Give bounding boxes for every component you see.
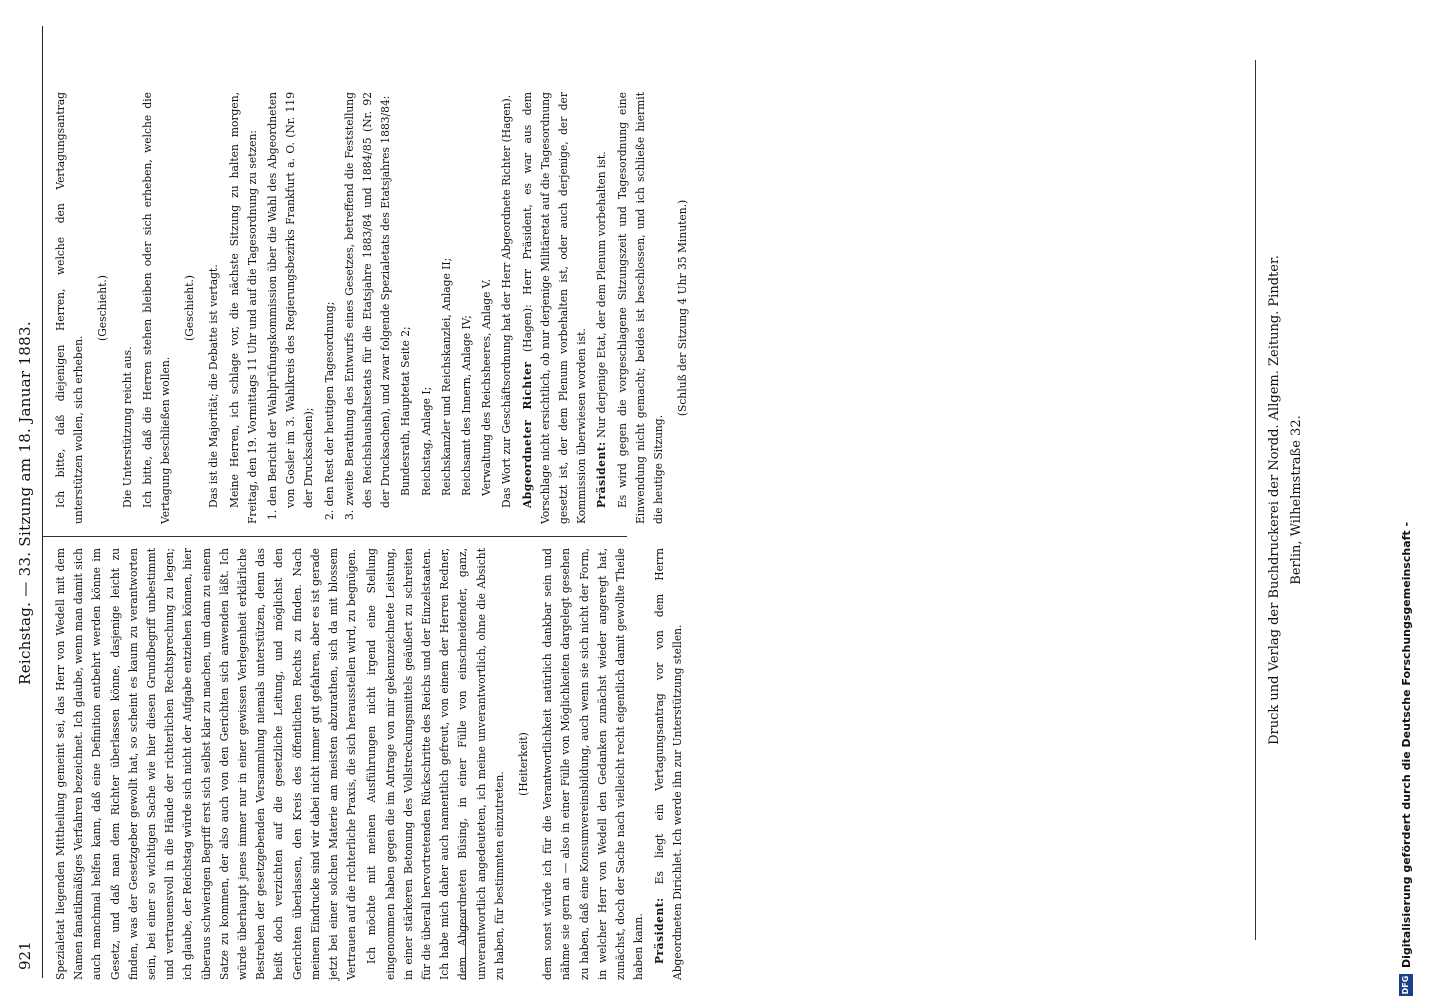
- interjection: (Geschieht.): [96, 275, 110, 341]
- page-header: [10, 28, 40, 978]
- speech-text: Nur derjenige Etat, der dem Plenum vorbehalten ist.: [595, 151, 609, 438]
- paragraph: Spezialetat liegenden Mittheilung gemeint sei, das Herr von Wedell mit dem Namen fanatikmäßiges Verfahren bezeichnet. Ich glaube, wenn man damit sich auch manchmal helfen kann, daß eine Definition entbehrt werden könne im Gesetz, und daß man dem Richter überlassen könne, dasjenige leicht zu finden, was der Gesetzgeber gewollt hat, so scheint es kaum zu verantworten sein, bei einer so wichtigen Sache wie hier diesen Grundbegriff unbestimmt und vertrauensvoll in die Hände der richterlichen Rechtsprechung zu legen; ich glaube, der Reichstag würde sich nicht der Aufgabe entziehen können, hier überaus schwierigen Begriff erst sich selbst klar zu machen, um dann zu einem Satze zu kommen, der also auch von den Gerichten sich anwenden läßt. Ich würde überhaupt jenes immer nur in einer gewissen Verlegenheit erklärliche Bestreben der gesetzgebenden Versammlung niemals unterstützen, denn das heißt doch verzichten auf die gesetzliche Leitung, und möglichst den Gerichten überlassen, den Kreis des öffentlichen Rechts zu finden. Nach meinem Eindrucke sind wir dabei nicht immer gut gefahren, aber es ist gerade jetzt bei einer solchen Materie am meisten abzurathen, sich da mit blossem Vertrauen auf die richterliche Praxis, die sich herausstellen wird, zu begnügen.: [54, 548, 359, 980]
- paragraph: Ich bitte, daß diejenigen Herren, welche den Vertagungsantrag unterstützen wollen, sich erheben.: [54, 92, 86, 524]
- dfg-logo-icon: DFG: [1399, 974, 1413, 996]
- imprint-line: Berlin, Wilhelmstraße 32.: [1289, 415, 1304, 585]
- agenda-subitem: Reichstag, Anlage I;: [419, 386, 433, 496]
- printer-imprint: [1255, 60, 1350, 940]
- speech-richter: [519, 92, 592, 524]
- paragraph: dem sonst würde ich für die Verantwortlichkeit natürlich dankbar sein und nähme sie gern an — also in einer Fülle von Möglichkeiten dargelegt gesehen zu haben, daß eine Konsumvereinsbildung, auch wenn sie sich nicht der Form, in welcher Herr von Wedell den Gedanken zunächst wieder angeregt hat, zunächst, doch der Sache nach vielleicht recht eigentlich damit gewollte Theile haben kann.: [541, 548, 646, 980]
- left-column: [52, 548, 689, 980]
- paragraph: Es wird gegen die vorgeschlagene Sitzungszeit und Tagesordnung eine Einwendung nicht gemacht; beides ist beschlossen, und ich schließe hiermit die heutige Sitzung.: [615, 92, 666, 524]
- agenda-subitem: Reichskanzler und Reichskanzlei, Anlage II;: [439, 257, 453, 496]
- imprint-line: Druck und Verlag der Buchdruckerei der Nordd. Allgem. Zeitung. Pindter.: [1267, 255, 1282, 745]
- paragraph: Meine Herren, ich schlage vor, die nächste Sitzung zu halten morgen, Freitag, den 19. Vormittags 11 Uhr und auf die Tagesordnung zu setzen:: [227, 92, 259, 524]
- interjection: (Heiterkeit): [517, 732, 531, 796]
- speaker-label: Präsident:: [595, 441, 609, 508]
- paragraph: Ich bitte, daß die Herren stehen bleiben oder sich erheben, welche die Vertagung beschließen wollen.: [140, 92, 173, 524]
- column-divider: [42, 536, 627, 537]
- agenda-item: 3. zweite Berathung des Entwurfs eines Gesetzes, betreffend die Feststellung des Reichshaushaltsetats für die Etatsjahre 1883/84 und 1884/85 (Nr. 92 der Drucksachen), und zwar folgende Spezialetats des Etatsjahres 1883/84:: [342, 92, 393, 520]
- agenda-item: 2. den Rest der heutigen Tagesordnung;: [322, 301, 336, 520]
- agenda-item: 1. den Bericht der Wahlprüfungskommission über die Wahl des Abgeordneten von Gosler im 3. Wahlkreis des Regierungsbezirks Frankfurt a. O. (Nr. 119 der Drucksachen);: [266, 92, 316, 520]
- closing-note: (Schluß der Sitzung 4 Uhr 35 Minuten.): [676, 199, 690, 417]
- paragraph: Das Wort zur Geschäftsordnung hat der Herr Abgeordnete Richter (Hagen).: [500, 94, 514, 508]
- speaker-label: Abgeordneter Richter: [520, 361, 534, 508]
- speaker-label: Präsident:: [652, 897, 666, 964]
- running-title: Reichstag. — 33. Sitzung am 18. Januar 1883.: [16, 321, 34, 685]
- interjection: (Geschieht.): [183, 275, 197, 341]
- paragraph: Die Unterstützung reicht aus.: [120, 346, 134, 508]
- agenda-subitem: Bundesrath, Hauptetat Seite 2;: [399, 326, 413, 496]
- page-number: 921: [16, 941, 34, 970]
- right-column: [52, 92, 699, 524]
- speech-president: [651, 548, 687, 980]
- agenda-subitem: Reichsamt des Innern, Anlage IV;: [460, 315, 474, 496]
- speech-text: (Hagen): Herr Präsident, es war aus dem Vorschlage nicht ersichtlich, ob nur derjenige Militäretat auf die Tagesordnung gesetzt ist, der dem Plenum vorbehalten ist, oder auch derjenige, der der Kommission überwiesen worden ist.: [520, 92, 589, 524]
- speech-text: Es liegt ein Vertagungsantrag vor von dem Herrn Abgeordneten Dirichlet. Ich werde ihn zur Unterstützung stellen.: [652, 548, 684, 980]
- paragraph: Das ist die Majorität; die Debatte ist vertagt.: [207, 264, 221, 508]
- paragraph: Ich möchte mit meinen Ausführungen nicht irgend eine Stellung eingenommen haben gegen die im Antrage von mir gekennzeichnete Leistung, in einer stärkeren Betonung des Vollstreckungsmittels geäußert zu schreiten für die überall hervortretenden Rückschritte des Reichs und der Einzelstaaten. Ich habe mich daher auch namentlich gefreut, von einem der Herren Redner, dem Abgeordneten Büsing, in einer Fülle von einschneidender, ganz, unverantwortlich angedeuteten, ich meine unverantwortlich, ohne die Absicht zu haben, für bestimmten einzutreten.: [365, 548, 506, 980]
- digitization-note: Digitalisierung gefördert durch die Deutsche Forschungsgemeinschaft -: [1400, 521, 1413, 968]
- header-rule: [42, 26, 43, 978]
- speech-president: [593, 92, 611, 524]
- separator-rule: [465, 910, 466, 980]
- agenda-subitem: Verwaltung des Reichsheeres, Anlage V.: [480, 278, 494, 496]
- digitization-footer: [1390, 0, 1420, 1000]
